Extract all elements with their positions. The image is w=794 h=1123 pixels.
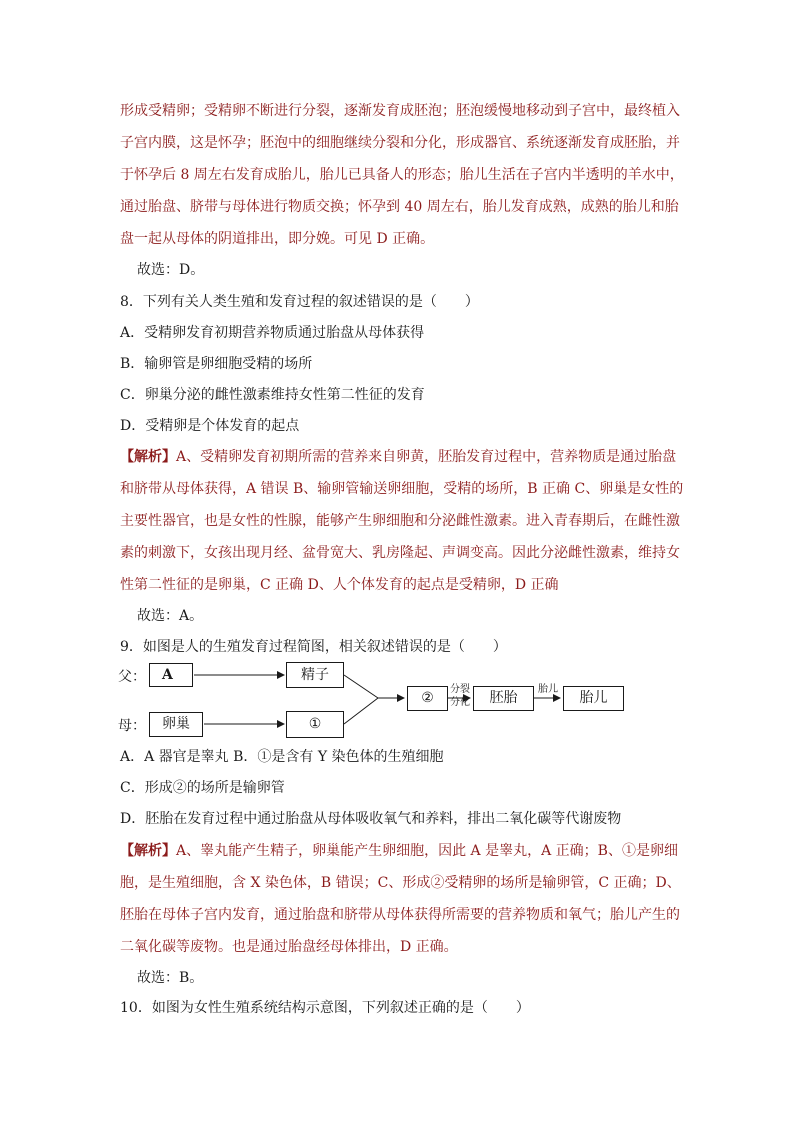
analysis-tag: 【解析】 [120,449,176,465]
analysis-text: A、受精卵发育初期所需的营养来自卵黄，胚胎发育过程中，营养物质是通过胎盘 [176,449,677,465]
organ-a-box: A [149,663,193,687]
question-8-analysis [120,447,676,467]
question-9-option-c: C．形成②的场所是输卵管 [120,780,285,796]
differentiate-label: 分化 [450,697,470,708]
merge-line-top [344,675,378,698]
explanation-line: 盘一起从母体的阴道排出，即分娩。可见 D 正确。 [120,231,435,247]
analysis-line: 性第二性征的是卵巢，C 正确 D、人个体发育的起点是受精卵，D 正确 [120,577,559,593]
explanation-line: 子宫内膜，这是怀孕；胚泡中的细胞继续分裂和分化，形成器官、系统逐渐发育成胚胎，并 [120,135,680,151]
embryo-box: 胚胎 [473,686,534,711]
zygote-box: ② [407,686,448,711]
question-8-option-b: B．输卵管是卵细胞受精的场所 [120,356,313,372]
question-9-option-d: D．胚胎在发育过程中通过胎盘从母体吸收氧气和养料，排出二氧化碳等代谢废物 [120,811,622,827]
question-9-analysis [120,841,678,861]
analysis-tag: 【解析】 [120,843,176,859]
question-8-option-c: C．卵巢分泌的雌性激素维持女性第二性征的发育 [120,387,425,403]
reproduction-diagram [118,658,638,744]
split-label: 分裂 [450,684,470,695]
explanation-line: 于怀孕后 8 周左右发育成胎儿，胎儿已具备人的形态；胎儿生活在子宫内半透明的羊水中， [120,167,684,183]
question-8-option-d: D．受精卵是个体发育的起点 [120,418,300,434]
analysis-line: 素的刺激下，女孩出现月经、盆骨宽大、乳房隆起、声调变高。因此分泌雌性激素，维持女 [120,545,680,561]
father-label: 父： [118,669,146,685]
analysis-text: A、睾丸能产生精子，卵巢能产生卵细胞，因此 A 是睾丸，A 正确；B、①是卵细 [176,843,678,859]
egg-box: ① [286,711,344,738]
question-9-stem: 9．如图是人的生殖发育过程简图，相关叙述错误的是（ ） [120,639,507,655]
analysis-line: 二氧化碳等废物。也是通过胎盘经母体排出，D 正确。 [120,939,458,955]
analysis-line: 主要性器官，也是女性的性腺，能够产生卵细胞和分泌雌性激素。进入青春期后，在雌性激 [120,513,680,529]
analysis-line: 和脐带从母体获得，A 错误 B、输卵管输送卵细胞，受精的场所，B 正确 C、卵巢是女性的 [120,481,684,497]
analysis-line: 胚胎在母体子宫内发育，通过胎盘和脐带从母体获得所需要的营养物质和氧气；胎儿产生的 [120,907,680,923]
answer-line: 故选：D。 [137,262,205,278]
explanation-line: 形成受精卵；受精卵不断进行分裂，逐渐发育成胚泡；胚泡缓慢地移动到子宫中，最终植入 [120,103,680,119]
merge-line-bottom [344,698,378,724]
question-8-stem: 8．下列有关人类生殖和发育过程的叙述错误的是（ ） [120,294,479,310]
sperm-box: 精子 [286,662,344,688]
fetus-arrow-label: 胎儿 [538,684,558,695]
question-10-stem: 10．如图为女性生殖系统结构示意图，下列叙述正确的是（ ） [120,1000,530,1016]
ovary-box: 卵巢 [149,712,203,737]
answer-line: 故选：A。 [137,608,204,624]
analysis-line: 胞，是生殖细胞，含 X 染色体，B 错误；C、形成②受精卵的场所是输卵管，C 正确；D、 [120,875,681,891]
question-8-option-a: A．受精卵发育初期营养物质通过胎盘从母体获得 [120,325,425,341]
fetus-box: 胎儿 [563,686,624,711]
question-9-option-ab: A．A 器官是睾丸 B．①是含有 Y 染色体的生殖细胞 [120,749,444,765]
mother-label: 母： [118,718,146,734]
answer-line: 故选：B。 [137,970,204,986]
explanation-line: 通过胎盘、脐带与母体进行物质交换；怀孕到 40 周左右，胎儿发育成熟，成熟的胎儿和胎 [120,199,679,215]
